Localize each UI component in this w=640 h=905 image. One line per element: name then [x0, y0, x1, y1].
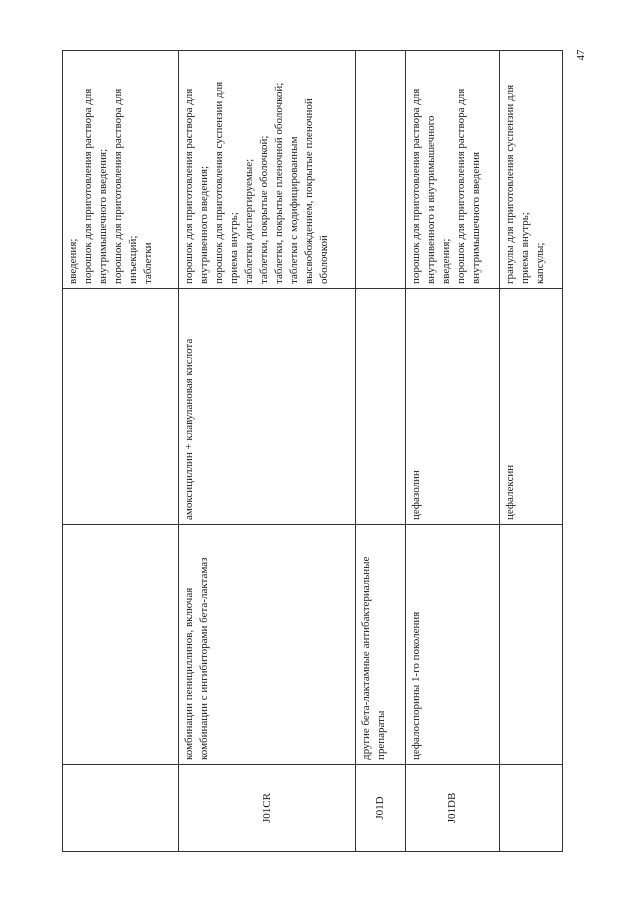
- substance-cell: цефазолин: [406, 289, 500, 525]
- dosage-form-line: приема внутрь;: [519, 212, 531, 284]
- dosage-form-line: введения;: [440, 238, 452, 284]
- table-row: [406, 51, 500, 852]
- dosage-form-line: гранулы для приготовления суспензии для: [504, 84, 516, 284]
- dosage-form-line: внутримышечного введения: [470, 151, 482, 284]
- table-row: [179, 51, 356, 852]
- atc-code-cell: [500, 765, 563, 852]
- dosage-forms-cell: [179, 51, 356, 289]
- group-cell: [63, 525, 179, 765]
- page-number: 47: [575, 49, 587, 61]
- dosage-forms-cell: [500, 51, 563, 289]
- dosage-form-line: таблетки: [142, 242, 154, 284]
- dosage-form-line: порошок для приготовления суспензии для: [213, 81, 225, 284]
- dosage-forms-cell: [356, 51, 406, 289]
- dosage-form-line: порошок для приготовления раствора для: [410, 88, 422, 284]
- atc-code-cell: J01D: [356, 765, 406, 852]
- group-cell: [500, 525, 563, 765]
- dosage-form-line: капсулы;: [534, 242, 546, 284]
- dosage-form-line: внутривенного введения;: [198, 165, 210, 284]
- dosage-form-line: порошок для приготовления раствора для: [112, 88, 124, 284]
- dosage-form-line: таблетки с модифицированным: [288, 136, 300, 284]
- group-cell: другие бета-лактамные антибактериальные препараты: [356, 525, 406, 765]
- dosage-form-line: таблетки, покрытые оболочкой;: [258, 135, 270, 284]
- substance-cell: цефалексин: [500, 289, 563, 525]
- dosage-forms-cell: [63, 51, 179, 289]
- substance-cell: [63, 289, 179, 525]
- atc-code-cell: [63, 765, 179, 852]
- dosage-form-line: оболочкой: [318, 235, 330, 284]
- dosage-form-line: инъекций;: [127, 235, 139, 284]
- dosage-form-line: таблетки диспергируемые;: [243, 158, 255, 284]
- atc-code-cell: J01CR: [179, 765, 356, 852]
- dosage-form-line: внутримышечного введения;: [97, 148, 109, 284]
- dosage-forms-cell: [406, 51, 500, 289]
- group-cell: цефалоспорины 1-го поколения: [406, 525, 500, 765]
- dosage-form-line: порошок для приготовления раствора для: [455, 88, 467, 284]
- drug-table: [62, 50, 563, 852]
- dosage-form-line: внутривенного и внутримышечного: [425, 115, 437, 284]
- dosage-form-line: порошок для приготовления раствора для: [183, 88, 195, 284]
- dosage-form-line: высвобождением, покрытые пленочной: [303, 98, 315, 284]
- dosage-form-line: порошок для приготовления раствора для: [82, 88, 94, 284]
- table-row: [500, 51, 563, 852]
- dosage-form-line: введения;: [67, 238, 79, 284]
- dosage-form-line: таблетки, покрытые пленочной оболочкой;: [273, 82, 285, 284]
- table-row: [356, 51, 406, 852]
- group-cell: комбинации пенициллинов, включая комбинации с ингибиторами бета-лактамаз: [179, 525, 356, 765]
- substance-cell: [356, 289, 406, 525]
- rotated-table-frame: [62, 51, 562, 852]
- atc-code-cell: J01DB: [406, 765, 500, 852]
- dosage-form-line: приема внутрь;: [228, 212, 240, 284]
- substance-cell: амоксициллин + клавулановая кислота: [179, 289, 356, 525]
- table-row: [63, 51, 179, 852]
